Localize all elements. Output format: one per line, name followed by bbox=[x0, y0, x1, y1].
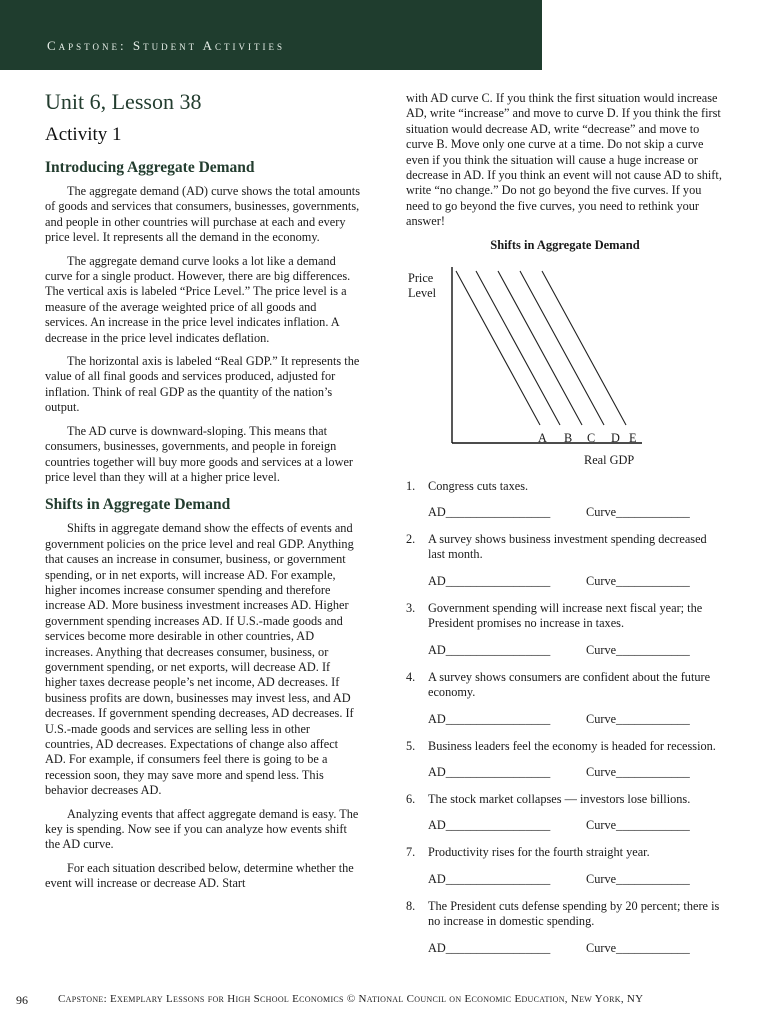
question-number: 5. bbox=[406, 738, 416, 753]
ad-curve-b bbox=[476, 271, 560, 425]
question-item bbox=[406, 792, 724, 833]
question-text bbox=[406, 601, 724, 632]
banner-title: Capstone: Student Activities bbox=[47, 38, 286, 53]
header-banner bbox=[0, 0, 542, 70]
ad-answer-blank[interactable]: AD_________________ bbox=[428, 711, 551, 726]
question-number: 3. bbox=[406, 600, 416, 615]
curve-answer-blank[interactable]: Curve____________ bbox=[586, 642, 690, 657]
ad-answer-blank[interactable]: AD_________________ bbox=[428, 642, 551, 657]
question-number: 2. bbox=[406, 532, 416, 547]
curve-answer-blank[interactable]: Curve____________ bbox=[586, 940, 690, 955]
question-text bbox=[406, 532, 724, 563]
ad-answer-blank[interactable]: AD_________________ bbox=[428, 764, 551, 779]
answer-row bbox=[428, 712, 724, 727]
ad-curve-c bbox=[498, 271, 582, 425]
question-text bbox=[406, 670, 724, 701]
question-item bbox=[406, 739, 724, 780]
curve-answer-blank[interactable]: Curve____________ bbox=[586, 711, 690, 726]
chart-title: Shifts in Aggregate Demand bbox=[490, 237, 640, 252]
paragraph: For each situation described below, determine whether the event will increase or decrease AD. Start bbox=[45, 860, 354, 891]
question-item bbox=[406, 845, 724, 886]
unit-title: Unit 6, Lesson 38 bbox=[45, 89, 202, 114]
curve-label-c: C bbox=[587, 430, 596, 445]
curve-label-e: E bbox=[629, 430, 637, 445]
paragraph: The aggregate demand (AD) curve shows the total amounts of goods and services that consumers, businesses, governments, and people in other countries will purchase at each and every price level. It represents all the demand in the economy. bbox=[45, 184, 360, 245]
activity-title: Activity 1 bbox=[45, 124, 122, 145]
ad-curve-d bbox=[520, 271, 604, 425]
paragraph: The horizontal axis is labeled “Real GDP.” It represents the value of all final goods and services produced, adjusted for inflation. Think of real GDP as the quantity of the nation’s output. bbox=[45, 354, 360, 415]
question-body: Productivity rises for the fourth straight year. bbox=[428, 845, 650, 860]
ad-answer-blank[interactable]: AD_________________ bbox=[428, 940, 551, 955]
question-text bbox=[406, 899, 724, 930]
question-item bbox=[406, 532, 724, 589]
question-list bbox=[406, 479, 724, 956]
ad-answer-blank[interactable]: AD_________________ bbox=[428, 818, 551, 833]
paragraph-continued: with AD curve C. If you think the first situation would increase AD, write “increase” and move to curve D. If you think the first situation would decrease AD, write “decrease” and move to curve B. Move only one curve at a time. Do not skip a curve even if you think the situation will cause a huge increase or decrease in AD. If you think an event will not cause AD to shift, write “no change.” Do not go beyond the five curves. If you need to go beyond the five curves, you need to rethink your answer! bbox=[406, 91, 722, 229]
question-number: 4. bbox=[406, 669, 416, 684]
question-body: The President cuts defense spending by 20 percent; there is no increase in domestic spending. bbox=[428, 898, 720, 929]
ad-curve-a bbox=[456, 271, 540, 425]
curve-label-a: A bbox=[538, 430, 547, 445]
question-number: 6. bbox=[406, 791, 416, 806]
answer-row bbox=[428, 765, 724, 780]
question-text bbox=[406, 845, 724, 860]
answer-row bbox=[428, 643, 724, 658]
question-item bbox=[406, 899, 724, 956]
question-item bbox=[406, 479, 724, 520]
section-heading-introducing: Introducing Aggregate Demand bbox=[45, 159, 255, 176]
ad-curve-e bbox=[542, 271, 626, 425]
question-text bbox=[406, 479, 724, 494]
left-column bbox=[45, 88, 360, 900]
ad-answer-blank[interactable]: AD_________________ bbox=[428, 871, 551, 886]
question-text bbox=[406, 739, 724, 754]
ad-answer-blank[interactable]: AD_________________ bbox=[428, 505, 551, 520]
question-number: 8. bbox=[406, 898, 416, 913]
y-axis-label: Price Level bbox=[408, 270, 436, 301]
ad-answer-blank[interactable]: AD_________________ bbox=[428, 573, 551, 588]
question-item bbox=[406, 670, 724, 727]
question-number: 1. bbox=[406, 478, 416, 493]
right-column bbox=[406, 91, 724, 968]
footer-text: Capstone: Exemplary Lessons for High School Economics © National Council on Economic Education, New York, NY bbox=[58, 993, 644, 1005]
curve-label-d: D bbox=[611, 430, 620, 445]
paragraph: The aggregate demand curve looks a lot like a demand curve for a single product. However, there are big differences. The vertical axis is labeled “Price Level.” The price level is a measure of the average weighted price of all goods and services. An increase in the price level indicates inflation. A decrease in the price level indicates deflation. bbox=[45, 253, 351, 345]
paragraph: Analyzing events that affect aggregate demand is easy. The key is spending. Now see if you can analyze how events shift the AD curve. bbox=[45, 806, 359, 852]
question-text bbox=[406, 792, 724, 807]
paragraph: The AD curve is downward-sloping. This means that consumers, businesses, governments, and people in foreign countries together will buy more goods and services at a lower price level than they will at a higher price level. bbox=[45, 423, 354, 484]
curve-answer-blank[interactable]: Curve____________ bbox=[586, 505, 690, 520]
question-body: Business leaders feel the economy is headed for recession. bbox=[428, 738, 716, 753]
paragraph: Shifts in aggregate demand show the effects of events and government policies on the price level and real GDP. Anything that causes an increase in consumer, business, or government spending, or in net exports, will increase AD. For example, higher incomes increase consumer spending and therefore increase AD. More business investment increases AD. Higher government spending increases AD. If U.S.-made goods and services become more desirable in other countries, AD increases. Anything that decreases consumer, business, or government spending, or net exports, will decrease AD. If higher taxes decrease people’s net income, AD decreases. If business profits are down, businesses may invest less, and AD decreases. If government spending decreases, AD decreases. If U.S.-made goods and services are selling less in other countries, AD decreases. Expectations of change also affect AD. For example, if consumers feel there is going to be a recession soon, they may save more and spend less. This behavior decreases AD. bbox=[45, 521, 354, 798]
curve-answer-blank[interactable]: Curve____________ bbox=[586, 818, 690, 833]
question-body: A survey shows consumers are confident about the future economy. bbox=[428, 669, 711, 700]
curve-answer-blank[interactable]: Curve____________ bbox=[586, 573, 690, 588]
answer-row bbox=[428, 505, 724, 520]
question-item bbox=[406, 601, 724, 658]
question-body: Congress cuts taxes. bbox=[428, 478, 529, 493]
curve-answer-blank[interactable]: Curve____________ bbox=[586, 871, 690, 886]
answer-row bbox=[428, 818, 724, 833]
answer-row bbox=[428, 574, 724, 589]
ad-chart bbox=[406, 253, 724, 479]
page-number: 96 bbox=[16, 993, 28, 1007]
question-body: A survey shows business investment spending decreased last month. bbox=[428, 532, 707, 562]
curve-answer-blank[interactable]: Curve____________ bbox=[586, 764, 690, 779]
question-body: Government spending will increase next fiscal year; the President promises no increase in taxes. bbox=[428, 600, 703, 631]
curve-label-b: B bbox=[564, 430, 573, 445]
section-heading-shifts: Shifts in Aggregate Demand bbox=[45, 496, 231, 514]
x-axis-label: Real GDP bbox=[584, 452, 635, 467]
answer-row bbox=[428, 872, 724, 887]
answer-row bbox=[428, 941, 724, 956]
question-number: 7. bbox=[406, 845, 416, 860]
question-body: The stock market collapses — investors lose billions. bbox=[428, 791, 691, 806]
